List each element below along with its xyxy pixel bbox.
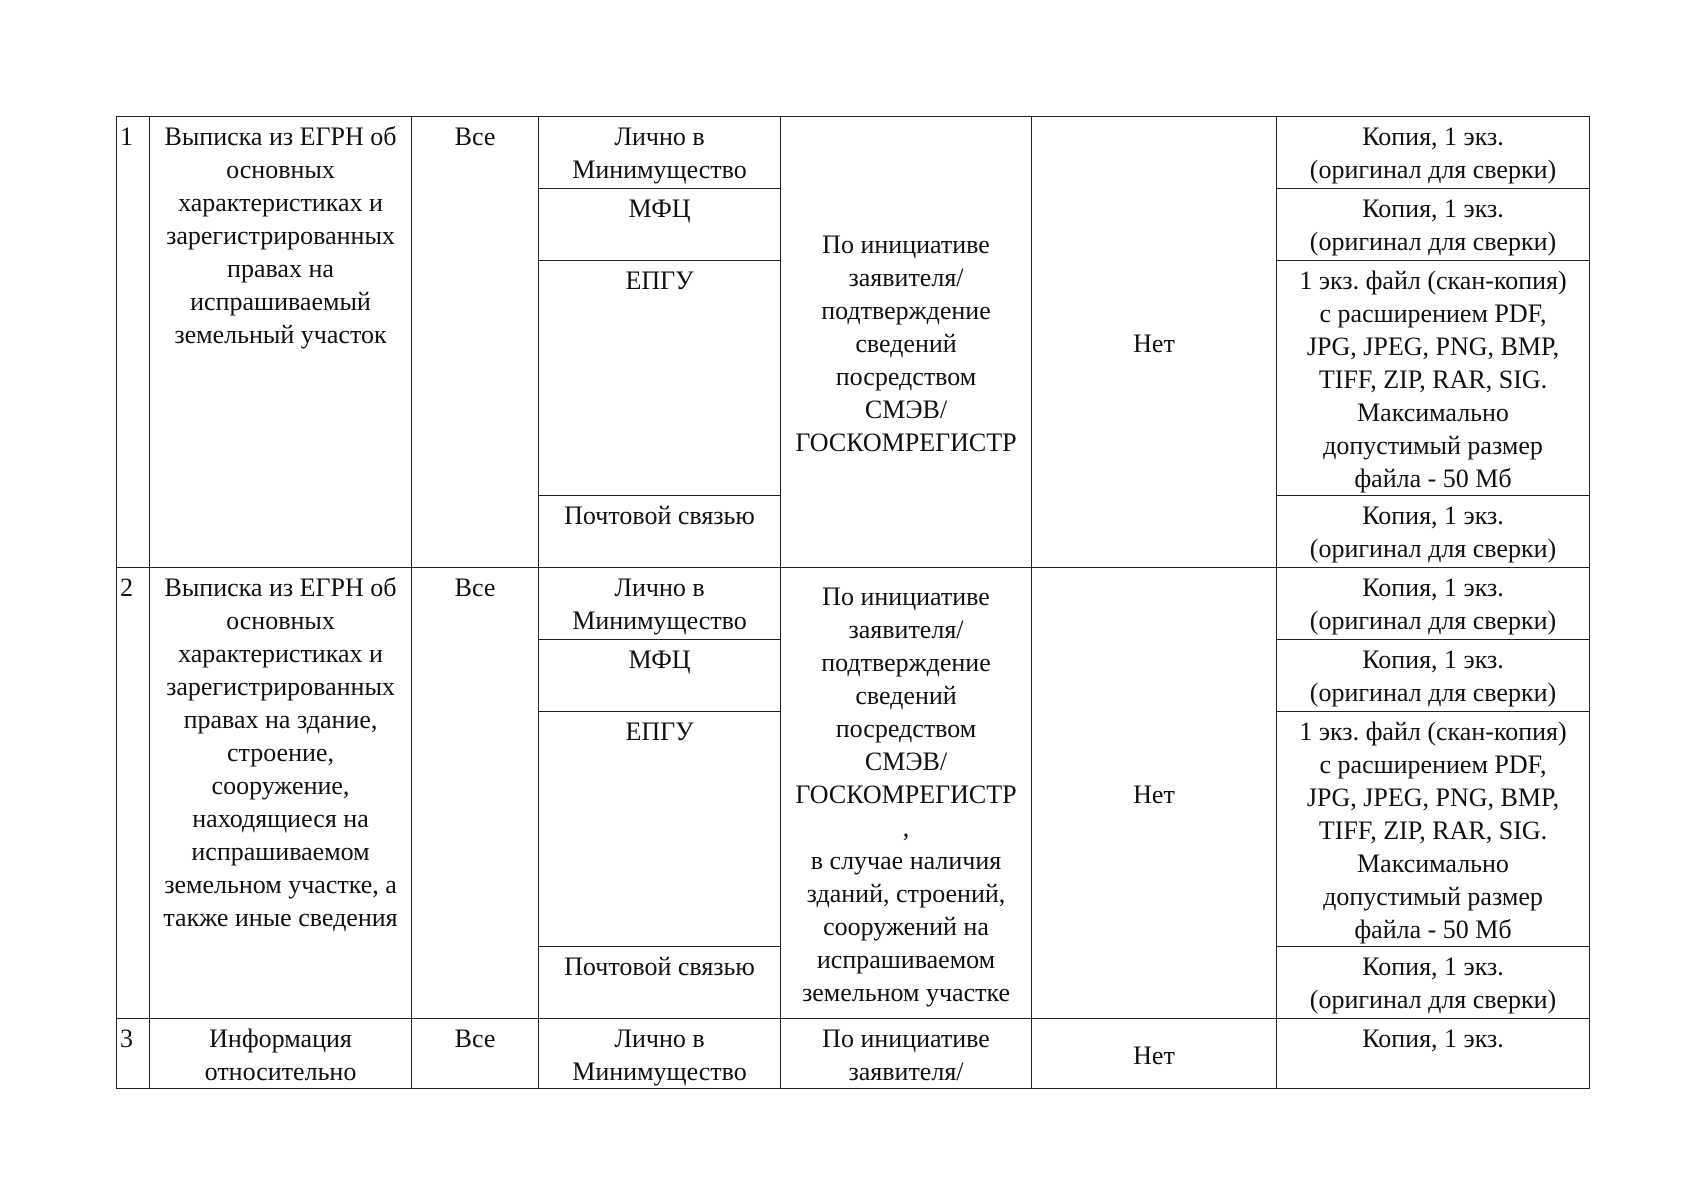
document-name: Выписка из ЕГРН об основных характеристиках и зарегистрированных правах на испрашиваемый земельный участок — [150, 117, 412, 568]
required-flag: Нет — [1032, 117, 1277, 568]
document-form: Копия, 1 экз. (оригинал для сверки) — [1277, 496, 1590, 568]
submission-method: МФЦ — [539, 640, 781, 712]
initiative-text: По инициативе заявителя/ подтверждение сведений посредством СМЭВ/ ГОСКОМРЕГИСТР — [781, 117, 1032, 568]
submission-method: МФЦ — [539, 189, 781, 261]
initiative-text: По инициативе заявителя/ — [781, 1019, 1032, 1089]
document-form: Копия, 1 экз. (оригинал для сверки) — [1277, 640, 1590, 712]
table-row — [117, 1019, 1590, 1089]
table-row — [117, 117, 1590, 189]
submission-method: Лично в Минимущество — [539, 1019, 781, 1089]
applicant-category: Все — [412, 568, 539, 1019]
document-form: Копия, 1 экз. (оригинал для сверки) — [1277, 117, 1590, 189]
document-form: 1 экз. файл (скан-копия) с расширением PDF, JPG, JPEG, PNG, BMP, TIFF, ZIP, RAR, SIG. Максимально допустимый размер файла - 50 Мб — [1277, 261, 1590, 496]
table-row — [117, 568, 1590, 640]
row-number: 1 — [117, 117, 150, 568]
document-name: Выписка из ЕГРН об основных характеристиках и зарегистрированных правах на здание, строение, сооружение, находящиеся на испрашиваемом земельном участке, а также иные сведения — [150, 568, 412, 1019]
documents-table — [116, 116, 1590, 1089]
submission-method: Лично в Минимущество — [539, 568, 781, 640]
required-flag: Нет — [1032, 1019, 1277, 1089]
submission-method: Лично в Минимущество — [539, 117, 781, 189]
document-form: 1 экз. файл (скан-копия) с расширением PDF, JPG, JPEG, PNG, BMP, TIFF, ZIP, RAR, SIG. Максимально допустимый размер файла - 50 Мб — [1277, 712, 1590, 947]
document-form: Копия, 1 экз. (оригинал для сверки) — [1277, 568, 1590, 640]
document-form: Копия, 1 экз. (оригинал для сверки) — [1277, 947, 1590, 1019]
document-name: Информация относительно — [150, 1019, 412, 1089]
applicant-category: Все — [412, 1019, 539, 1089]
row-number: 3 — [117, 1019, 150, 1089]
applicant-category: Все — [412, 117, 539, 568]
required-flag: Нет — [1032, 568, 1277, 1019]
initiative-text: По инициативе заявителя/ подтверждение сведений посредством СМЭВ/ ГОСКОМРЕГИСТР , в случае наличия зданий, строений, сооружений на испрашиваемом земельном участке — [781, 568, 1032, 1019]
document-form: Копия, 1 экз. — [1277, 1019, 1590, 1089]
row-number: 2 — [117, 568, 150, 1019]
submission-method: Почтовой связью — [539, 496, 781, 568]
submission-method: Почтовой связью — [539, 947, 781, 1019]
submission-method: ЕПГУ — [539, 712, 781, 947]
submission-method: ЕПГУ — [539, 261, 781, 496]
document-form: Копия, 1 экз. (оригинал для сверки) — [1277, 189, 1590, 261]
